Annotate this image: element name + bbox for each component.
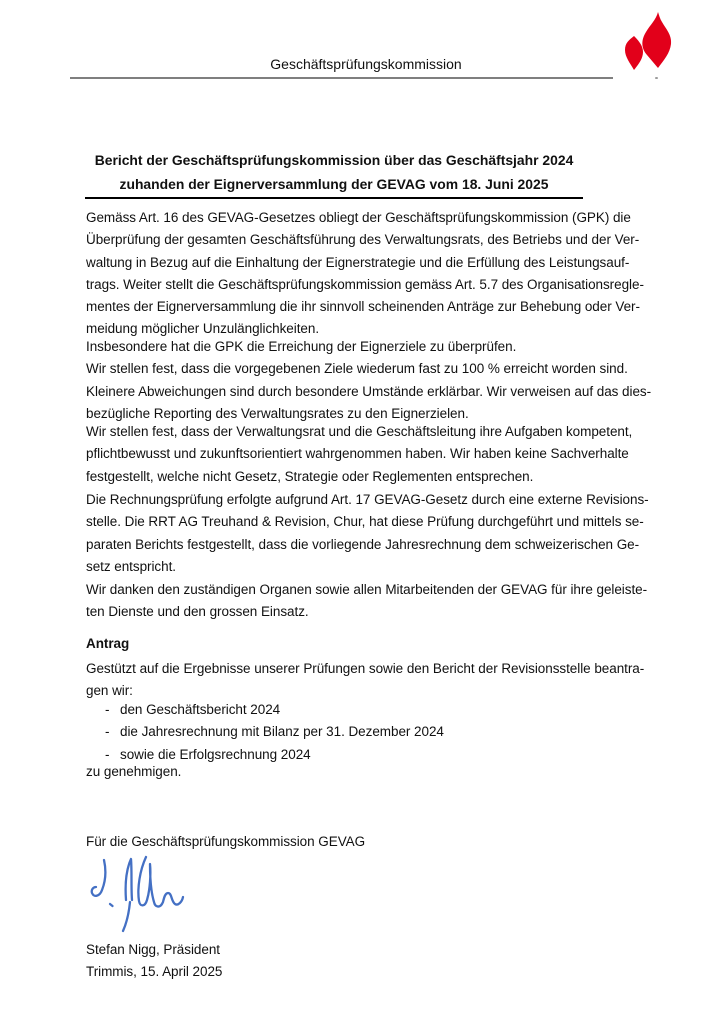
list-item-text: die Jahresrechnung mit Bilanz per 31. Dezember 2024 (120, 724, 444, 740)
dash-bullet: - (105, 702, 110, 717)
gevag-flame-logo-icon (620, 10, 684, 80)
letterhead-divider (70, 77, 613, 79)
report-title-line2: zuhanden der Eignerversammlung der GEVAG vom 18. Juni 2025 (119, 175, 549, 192)
antrag-outro: zu genehmigen. (86, 764, 182, 779)
list-item-text: sowie die Erfolgsrechnung 2024 (120, 746, 311, 762)
report-title-line1: Bericht der Geschäftsprüfungskommission über das Geschäftsjahr 2024 (94, 152, 574, 168)
list-item-text: den Geschäftsbericht 2024 (120, 702, 281, 717)
logo-registered-dot (655, 77, 658, 79)
place-date: Trimmis, 15. April 2025 (86, 963, 223, 979)
report-title (85, 149, 583, 199)
antrag-list (105, 699, 661, 766)
signer-name: Stefan Nigg, Präsident (86, 942, 220, 957)
letterhead-title: Geschäftsprüfungskommission (270, 56, 462, 72)
dash-bullet: - (105, 746, 110, 762)
body-paragraph-rechnungspruefung: Die Rechnungsprüfung erfolgte aufgrund Art. 17 GEVAG-Gesetz durch eine externe Revisions- stelle. Die RRT AG Treuhand & Revision, Chur, hat diese Prüfung durchgeführt und mittels se- paraten Berichts festgestellt, dass die vorliegende Jahresrechnung dem schweizerischen Ge- setz entspricht. (86, 492, 649, 574)
antrag-intro: Gestützt auf die Ergebnisse unserer Prüfungen sowie den Bericht der Revisionsstelle beantra- gen wir: (86, 661, 645, 699)
antrag-heading: Antrag (86, 636, 130, 651)
list-item (105, 721, 661, 743)
body-paragraph-mandate: Gemäss Art. 16 des GEVAG-Gesetzes obliegt der Geschäftsprüfungskommission (GPK) die Überprüfung der gesamten Geschäftsführung des Verwaltungsrats, des Betriebs und der Ver- waltung in Bezug auf die Einhaltung der Eignerstrategie und die Erfüllung des Leistungsauf- trags. Weiter stellt die Geschäftsprüfungskommission gemäss Art. 5.7 des Organisationsregle- mentes der Eignerversammlung die ihr sinnvoll scheinenden Anträge zur Behebung oder Ver- meidung möglicher Unzulänglichkeiten. (86, 210, 644, 337)
body-paragraph-dank: Wir danken den zuständigen Organen sowie allen Mitarbeitenden der GEVAG für ihre geleiste- ten Dienste und den grossen Einsatz. (86, 582, 648, 620)
signer-block (86, 939, 642, 982)
body-paragraph-eignerziele: Insbesondere hat die GPK die Erreichung der Eignerziele zu überprüfen. Wir stellen fest, dass die vorgegebenen Ziele wiederum fast zu 100 % erreicht worden sind. Kleinere Abweichungen sind durch besondere Umstände erklärbar. Wir verweisen auf das dies- bezügliche Reporting des Verwaltungsrates zu den Eignerzielen. (86, 339, 652, 421)
handwritten-signature (88, 852, 188, 937)
list-item (105, 699, 661, 721)
closing-line: Für die Geschäftsprüfungskommission GEVAG (86, 834, 366, 849)
body-paragraph-feststellung: Wir stellen fest, dass der Verwaltungsrat und die Geschäftsleitung ihre Aufgaben kompetent, pflichtbewusst und zukunftsorientiert wahrgenommen haben. Wir haben keine Sachverhalte festgestellt, welche nicht Gesetz, Strategie oder Reglementen entsprechen. (86, 424, 633, 484)
dash-bullet: - (105, 724, 110, 740)
